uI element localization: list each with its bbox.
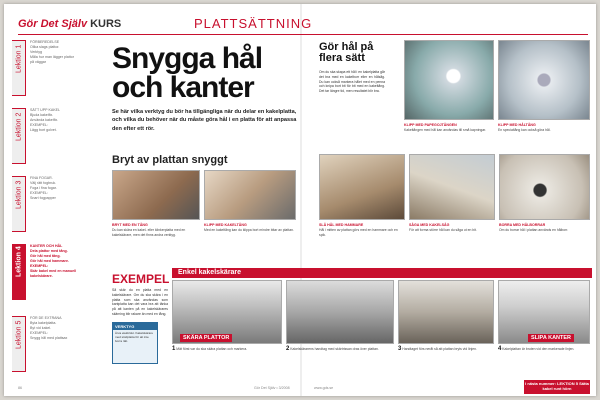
- tag-cut-tiles: SKÄRA PLATTOR: [180, 334, 232, 342]
- photo-hammer: [319, 154, 405, 220]
- grid-caption-title-5: BORRA MED HÅLBORRAR: [499, 223, 546, 227]
- photo-nipper-hole: [404, 40, 494, 120]
- lesson-4-list: KANTER OCH HÅL Dela plattor med tång. Gör hål med tång. Gör hål med hammare. EXEMPEL: Skär bakel med en manuell kakelskärare.: [30, 244, 77, 278]
- series-title: Gör Det Själv KURS: [18, 18, 122, 30]
- photo-cutter-3: [398, 280, 494, 344]
- grid-caption-title-4: SÅGA MED KAKELSÅG: [409, 223, 450, 227]
- tools-box: [112, 322, 158, 364]
- cutter-band: [172, 268, 592, 278]
- tools-box-title: VERKTYG: [113, 323, 157, 330]
- section-title: PLATTSÄTTNING: [194, 16, 313, 31]
- photo-cutter-2: [286, 280, 394, 344]
- holes-intro-text: Om du ska skapa ett hål i en kakelplatta går det bra med en kakelborr eller en hålsåg. Du kan också markera hålet med en penna och knipa bort bit för bit med en kakeltång. Det tar längre tid, men resultatet blir bra.: [319, 70, 385, 94]
- grid-caption-title-1: KLIPP MED PAPEGOJTÅNGEN: [404, 123, 457, 127]
- photo-hole-tool: [498, 40, 590, 120]
- grid-caption-text-4: För att forma större hål kan du såga ut en bit.: [409, 228, 477, 232]
- lesson-5-list: FÖR DE EXTRANA Byta kakelplatta. Byt vid kakel. EXEMPEL: Snygg hål med plattsax: [30, 316, 68, 340]
- lesson-1-list: FÖRBEREDELSE Olika slags plattor. Verktyg Måla hur man lägger plattor på väggar: [30, 40, 74, 64]
- caption-text-2: Med en kakeltång kan du klippa bort mindre bitar av plattan.: [204, 228, 294, 232]
- article-ingress: Se här vilka verktyg du bör ha tillgängliga när du delar en kakelplatta, och vilka du behöver när du måste göra hål i en platta för att anpassa den efter ett rör.: [112, 109, 297, 132]
- tab-lektion-3[interactable]: Lektion 3: [12, 176, 26, 232]
- section-break-title: Bryt av plattan snyggt: [112, 154, 228, 166]
- tab-lektion-2[interactable]: Lektion 2: [12, 108, 26, 164]
- lesson-sidebar: [12, 36, 77, 376]
- header-rule: [18, 34, 588, 35]
- grid-caption-text-5: Om du borrar hål i plattan används en hålborr.: [499, 228, 569, 232]
- page-number-left: 86: [18, 386, 22, 390]
- lesson-2-list: SÄTT UPP KAKEL Bjuda kakelfix. Använda kakelfix. EXEMPEL: Lägg bort golvet.: [30, 108, 61, 132]
- grid-caption-title-3: SLÅ HÅL MED HAMMARE: [319, 223, 364, 227]
- grid-caption-text-1: Kakeltången med hål kan användas till små kapningar.: [404, 128, 486, 132]
- holes-heading: Gör hål på flera sätt: [319, 41, 374, 64]
- footer-credit-left: Gör Det Själv • 3/2008: [254, 386, 290, 390]
- photo-break-tile: [112, 170, 200, 220]
- grid-caption-text-3: Hål i mitten av plattan görs med en hammare och en spik.: [319, 228, 398, 237]
- tab-lektion-5[interactable]: Lektion 5: [12, 316, 26, 372]
- cutter-step-2: 2 Kakelskärarens handtag med skärtrissan dras över plattan.: [286, 346, 379, 352]
- tools-box-text: Ärva elektriskt. Kakelskärare med stödplatta för att inte borra rätt.: [115, 331, 154, 343]
- cutter-step-3: 3 Handtaget förs neråt så att plattan bryts vid linjen.: [398, 346, 477, 352]
- lesson-3-list: FINA FOGAR. Välj rätt fogbruk. Foga i fina fogar. EXEMPEL: Snart fogpapper: [30, 176, 57, 200]
- exempel-text: Så skär du en platta med en kakelskärare. Om du ska skära i en platta som ska användas som kantplatta kan det vara bra att tänka på att kanten på en kakelskärares skärning blir rakare än med en tång.: [112, 288, 168, 316]
- cutter-step-1: 1 Mät först var du ska skära plattan och markera.: [172, 346, 248, 352]
- footer-credit-right: www.gds.se: [314, 386, 334, 390]
- grid-caption-title-2: KLIPP MED HÅLTÅNG: [498, 123, 536, 127]
- next-issue-promo[interactable]: I nästa nummer: LEKTION 5 Sätta kakel runt hörn: [524, 380, 590, 394]
- magazine-spread: [4, 4, 596, 396]
- article-headline: Snygga hål och kanter: [112, 42, 263, 104]
- photo-saw: [409, 154, 495, 220]
- grid-caption-text-2: En specialtång kan också göra hål.: [498, 128, 551, 132]
- caption-title-2: KLIPP MED KAKELTÅNG: [204, 223, 247, 227]
- tab-lektion-1[interactable]: Lektion 1: [12, 40, 26, 96]
- exempel-heading: EXEMPEL: [112, 272, 170, 286]
- cutter-band-title: Enkel kakelskärare: [178, 269, 242, 276]
- photo-drill: [499, 154, 590, 220]
- tab-lektion-4[interactable]: Lektion 4: [12, 244, 26, 300]
- caption-title-1: BRYT MED EN TÅNG: [112, 223, 148, 227]
- photo-tile-nipper: [204, 170, 296, 220]
- cutter-step-4: 4 Kakelplattan är bruten vid den markerade linjen.: [498, 346, 575, 352]
- caption-text-1: Du kan skära en kakel- eller klinkerplatta med en kakelskärare, men det finns andra verktyg.: [112, 228, 186, 237]
- tag-grind-edges: SLIPA KANTER: [528, 334, 574, 342]
